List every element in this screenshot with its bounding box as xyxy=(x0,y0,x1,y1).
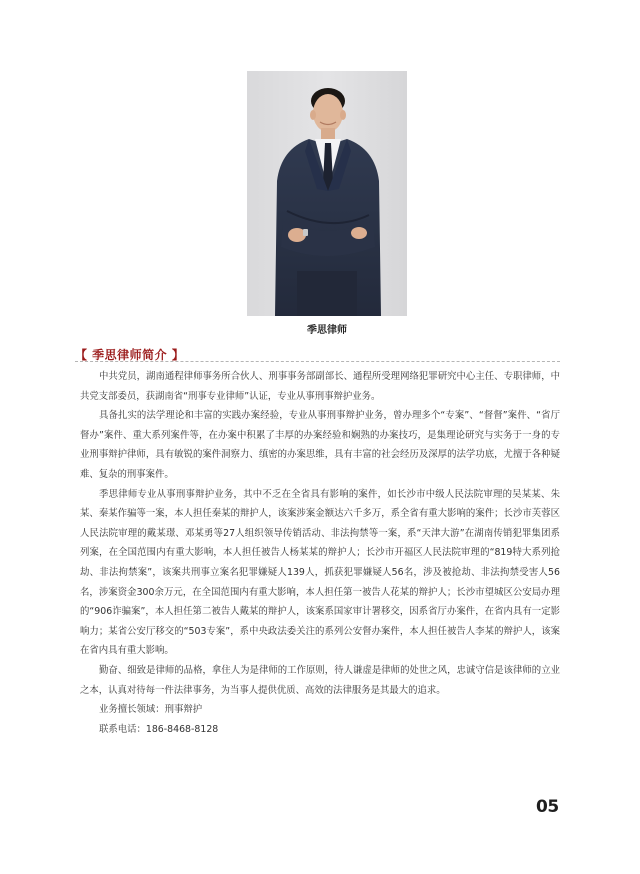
bio-paragraph-experience: 具备扎实的法学理论和丰富的实践办案经验，专业从事刑事辩护业务，曾办理多个“专案”、“督督”案件、“省厅督办”案件、重大系列案件等，在办案中积累了丰厚的办案经验和娴熟的办案技巧，是集理论研究与实务于一身的专业刑事辩护律师，具有敏锐的案件洞察力、缜密的办案思维，具有丰富的社会经历及深厚的法学功底，尤擅于各种疑难、复杂的刑事案件。 xyxy=(80,410,560,480)
lawyer-portrait-photo xyxy=(247,71,407,316)
contact-phone: 联系电话：186-8468-8128 xyxy=(99,723,219,735)
biography-text xyxy=(80,367,560,739)
practice-area: 业务擅长领域：刑事辩护 xyxy=(99,704,203,716)
portrait-illustration xyxy=(247,71,407,316)
section-divider xyxy=(75,361,560,362)
bio-paragraph-intro: 中共党员，湖南通程律师事务所合伙人、刑事事务部副部长、通程所受理网络犯罪研究中心主任、专职律师，中共党支部委员，获湖南省“刑事专业律师”认证，专业从事刑事辩护业务。 xyxy=(80,371,560,402)
bio-paragraph-principles: 勤奋、细致是律师的品格，拿住人为是律师的工作原则，待人谦虚是律师的处世之风，忠诚守信是该律师的立业之本，认真对待每一件法律事务，为当事人提供优质、高效的法律服务是其最大的追求。 xyxy=(80,664,560,696)
bio-paragraph-cases: 季思律师专业从事刑事辩护业务，其中不乏在全省具有影响的案件，如长沙市中级人民法院审理的吴某某、朱某、秦某作骗等一案，本人担任秦某的辩护人，该案涉案金额达六千多万，系全省有重大影响的案件；长沙市芙蓉区人民法院审理的戴某璟、邓某勇等27人组织领导传销活动、非法拘禁等一案，系“天津大游”在湖南传销犯罪集团系列案，在全国范围内有重大影响，本人担任被告人杨某某的辩护人；长沙市开福区人民法院审理的“819特大系列抢劫、非法拘禁案”，该案共刑事立案名犯罪嫌疑人139人，抓获犯罪嫌疑人56名，涉及被抢劫、非法拘禁受害人56名，涉案资金300余万元，在全国范围内有重大影响，本人担任第一被告人花某的辩护人；长沙市望城区公安局办理的“906诈骗案”，本人担任第二被告人戴某的辩护人，该案系国家审计署移交，因系省厅办案件，在省内具有一定影响力；某省公安厅移交的“503专案”，系中央政法委关注的系列公安督办案件，本人担任被告人李某的辩护人，该案在省内具有重大影响。 xyxy=(80,488,560,657)
page-number: 05 xyxy=(536,797,559,817)
section-title: 【 季思律师简介 】 xyxy=(75,348,185,362)
photo-caption: 季思律师 xyxy=(307,325,347,336)
